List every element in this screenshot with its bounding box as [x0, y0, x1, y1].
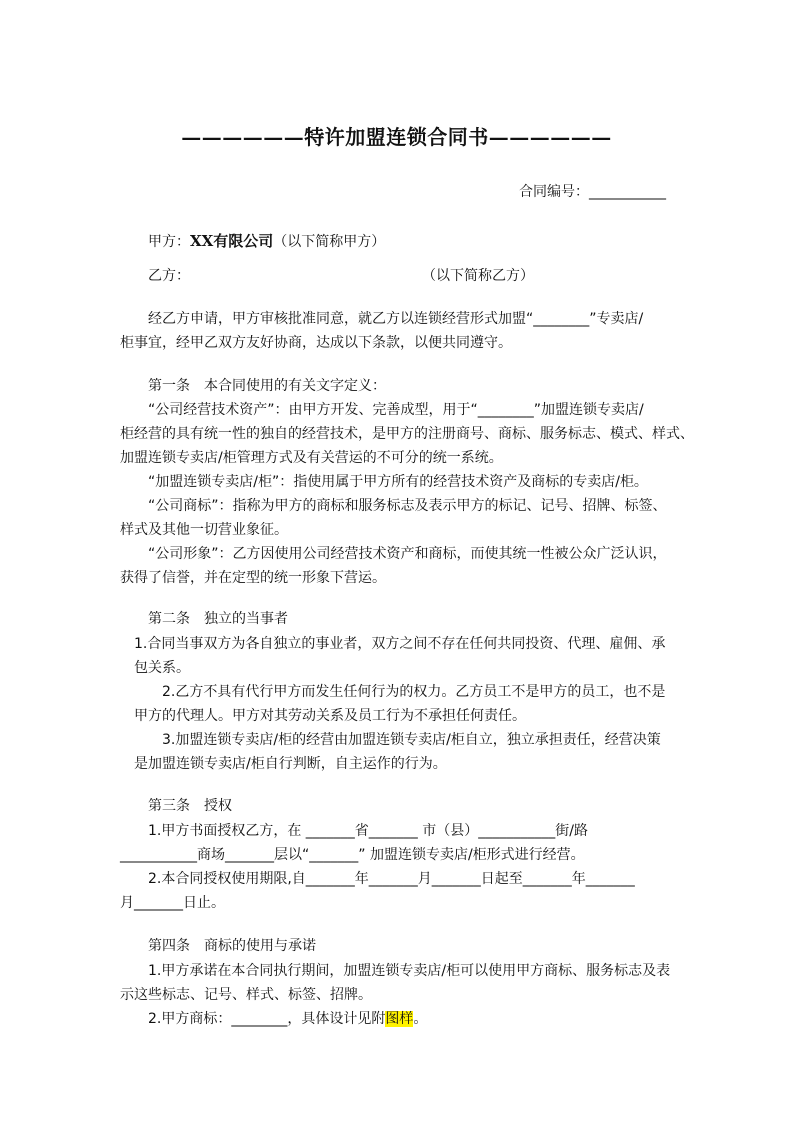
party-a-note: （以下简称甲方） — [273, 234, 386, 250]
article2-line: 是加盟连锁专卖店/柜自行判断，自主运作的行为。 — [134, 756, 447, 772]
party-b-label: 乙方： — [148, 268, 190, 284]
article3-line: 月_______日止。 — [120, 895, 225, 911]
article1-line: 柜经营的具有统一性的独自的经营技术，是甲方的注册商号、商标、服务标志、模式、样式、 — [120, 426, 694, 442]
intro-line: 柜事宜，经甲乙双方友好协商，达成以下条款，以便共同遵守。 — [120, 335, 512, 351]
article3-line: ___________商场_______层以“_______” 加盟连锁专卖店/柜形式进行经营。 — [120, 847, 585, 863]
article4-line: 示这些标志、记号、样式、标签、招牌。 — [120, 987, 372, 1003]
article1-line: 加盟连锁专卖店/柜管理方式及有关营运的不可分的统一系统。 — [120, 450, 503, 466]
article1-line: 样式及其他一切营业象征。 — [120, 522, 288, 538]
article3-line: 1.甲方书面授权乙方，在 _______省_______ 市（县）___________街/路 — [148, 823, 588, 839]
intro-line: 经乙方申请，甲方审核批准同意，就乙方以连锁经营形式加盟“________”专卖店/ — [148, 311, 644, 327]
article1-line: “公司商标”：指称为甲方的商标和服务标志及表示甲方的标记、记号、招牌、标签、 — [148, 498, 667, 514]
article4-text-end: 。 — [413, 1011, 428, 1027]
party-a-line — [148, 231, 385, 252]
article4-line: 1.甲方承诺在本合同执行期间，加盟连锁专卖店/柜可以使用甲方商标、服务标志及表 — [148, 963, 671, 979]
party-a-name: XX有限公司 — [190, 232, 274, 250]
party-a-label: 甲方： — [148, 234, 190, 250]
article2-line: 1.合同当事双方为各自独立的事业者，双方之间不存在任何共同投资、代理、雇佣、承 — [134, 636, 666, 652]
article2-line: 包关系。 — [134, 660, 190, 676]
document-title: ——————特许加盟连锁合同书—————— — [181, 125, 612, 149]
article1-line: “公司经营技术资产”：由甲方开发、完善成型，用于“________”加盟连锁专卖店/ — [148, 402, 644, 418]
article1-line: “公司形象”：乙方因使用公司经营技术资产和商标，而使其统一性被公众广泛认识， — [148, 546, 667, 562]
article2-line: 3.加盟连锁专卖店/柜的经营由加盟连锁专卖店/柜自立，独立承担责任，经营决策 — [162, 732, 661, 748]
article4-text: 2.甲方商标：________，具体设计见附 — [148, 1011, 386, 1027]
article2-heading: 第二条 独立的当事者 — [148, 611, 288, 627]
article4-heading: 第四条 商标的使用与承诺 — [148, 938, 316, 954]
article1-line: “加盟连锁专卖店/柜”：指使用属于甲方所有的经营技术资产及商标的专卖店/柜。 — [148, 474, 648, 490]
article2-line: 甲方的代理人。甲方对其劳动关系及员工行为不承担任何责任。 — [134, 708, 526, 724]
article2-line: 2.乙方不具有代行甲方而发生任何行为的权力。乙方员工不是甲方的员工，也不是 — [162, 684, 666, 700]
article3-heading: 第三条 授权 — [148, 798, 232, 814]
article4-line — [148, 1009, 427, 1029]
article3-line: 2.本合同授权使用期限,自_______年_______月_______日起至_______年_______ — [148, 871, 635, 887]
article1-heading: 第一条 本合同使用的有关文字定义： — [148, 378, 386, 394]
contract-number: 合同编号：___________ — [519, 184, 666, 200]
highlighted-text: 图样 — [385, 1011, 414, 1027]
party-b-note: （以下简称乙方） — [422, 268, 534, 284]
article1-line: 获得了信誉，并在定型的统一形象下营运。 — [120, 570, 386, 586]
